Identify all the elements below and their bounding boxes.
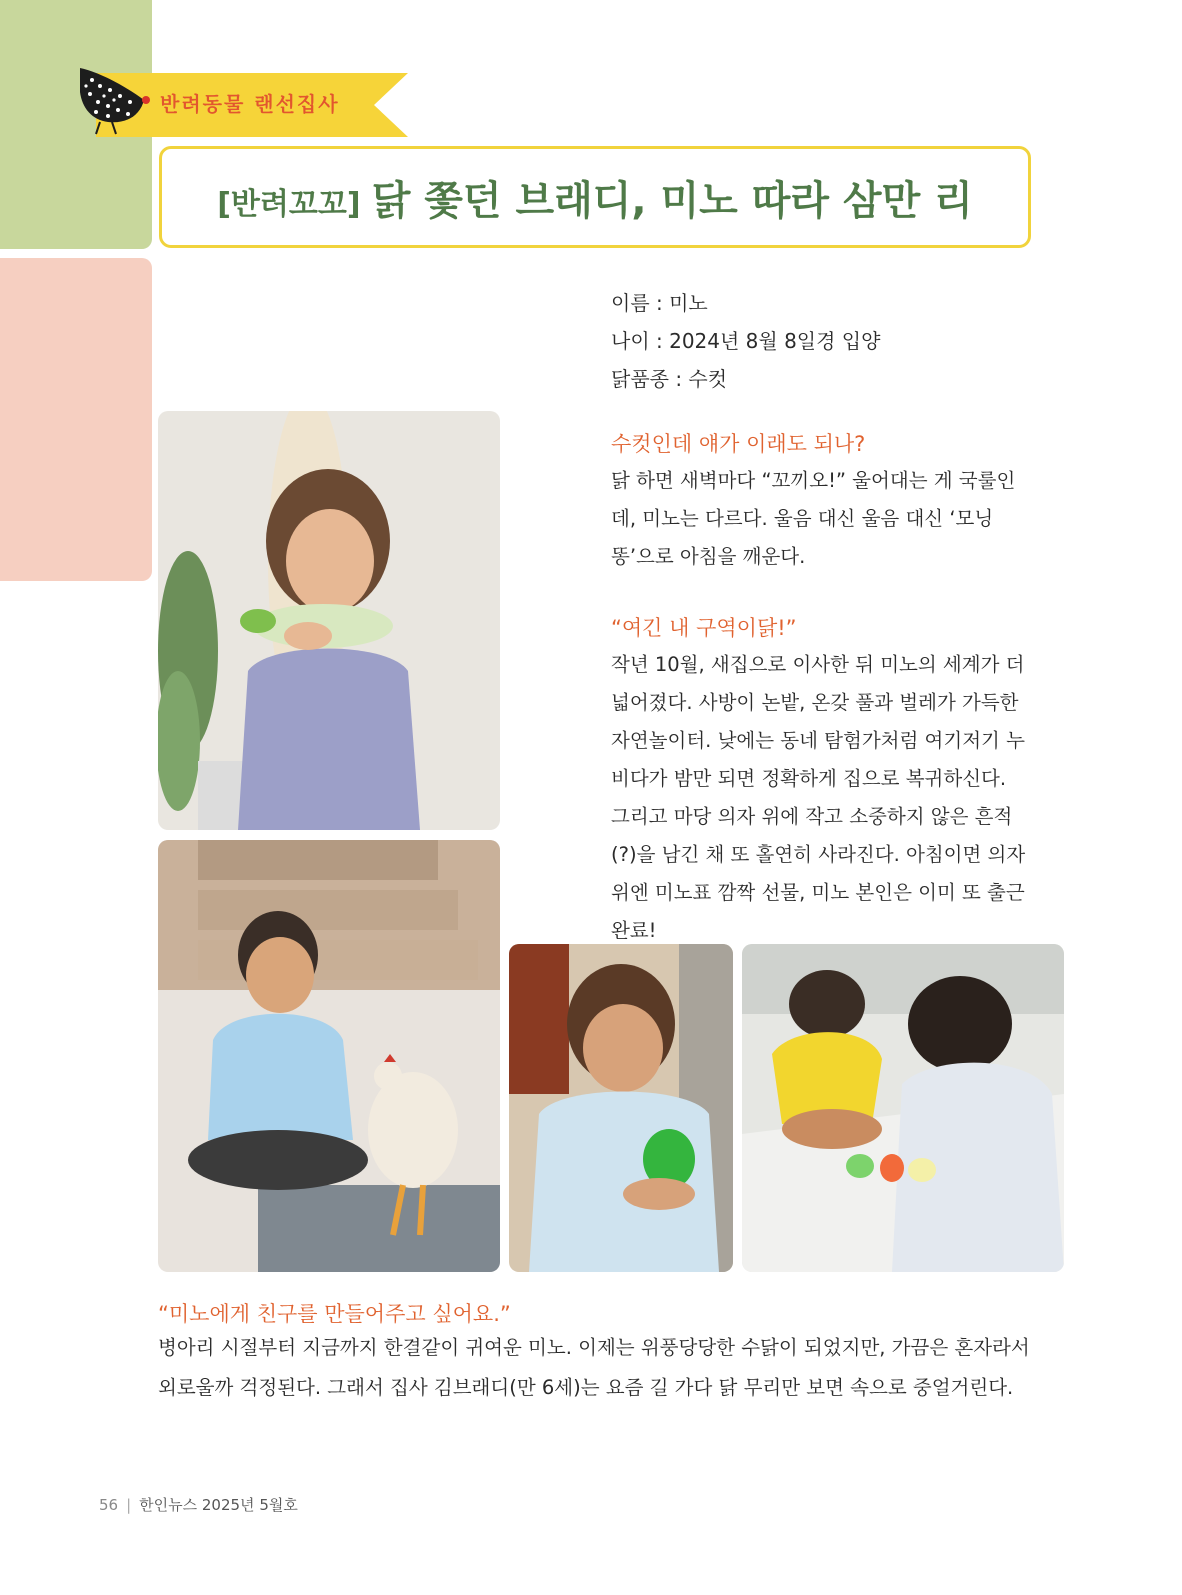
title-main: 닭 쫓던 브래디, 미노 따라 삼만 리 [371, 177, 973, 224]
page-number: 56 [99, 1496, 119, 1514]
profile-row: 나이 : 2024년 8월 8일경 입양 [611, 329, 881, 353]
side-color-bar-pink [0, 258, 152, 581]
photo-child-with-hen [158, 840, 500, 1272]
profile-row: 닭품종 : 수컷 [611, 367, 728, 391]
photo-child-green-chick [509, 944, 733, 1272]
photo-child-holding-chick [158, 411, 500, 830]
section-heading: 수컷인데 얘가 이래도 되나? [611, 432, 866, 456]
section-label: 반려동물 랜선집사 [160, 92, 340, 116]
section-territory [611, 612, 1031, 950]
section-body: 작년 10월, 새집으로 이사한 뒤 미노의 세계가 더 넓어졌다. 사방이 논밭, 온갖 풀과 벌레가 가득한 자연놀이터. 낮에는 동네 탐험가처럼 여기저기 누비다가 밤만 되면 정확하게 집으로 복귀하신다. 그리고 마당 의자 위에 작고 소중하지 않은 흔적(?)을 남긴 채 또 홀연히 사라진다. 아침이면 의자 위엔 미노표 깜짝 선물, 미노 본인은 이미 또 출근 완료! [611, 653, 1026, 942]
title-tag: [반려꼬꼬] [217, 186, 361, 222]
section-morning [611, 428, 1031, 576]
publication-name: 한인뉴스 2025년 5월호 [139, 1496, 298, 1514]
hen-icon [70, 58, 152, 138]
photo-children-colored-chicks [742, 944, 1064, 1272]
title-box [159, 146, 1031, 248]
section-body: 병아리 시절부터 지금까지 한결같이 귀여운 미노. 이제는 위풍당당한 수닭이 되었지만, 가끔은 혼자라서 외로울까 걱정된다. 그래서 집사 김브래디(만 6세)는 요즘 길 가다 닭 무리만 보면 속으로 중얼거린다. [158, 1336, 1030, 1399]
section-friend [158, 1298, 1038, 1408]
section-heading: “여긴 내 구역이닭!” [611, 616, 797, 640]
section-heading: “미노에게 친구를 만들어주고 싶어요.” [158, 1302, 511, 1326]
page-footer [99, 1494, 298, 1515]
page-title [217, 169, 973, 226]
footer-separator: | [126, 1496, 132, 1514]
profile-info [611, 284, 880, 398]
section-body: 닭 하면 새벽마다 “꼬끼오!” 울어대는 게 국룰인데, 미노는 다르다. 울음 대신 울음 대신 ‘모닝똥’으로 아침을 깨운다. [611, 469, 1016, 568]
profile-row: 이름 : 미노 [611, 291, 708, 315]
